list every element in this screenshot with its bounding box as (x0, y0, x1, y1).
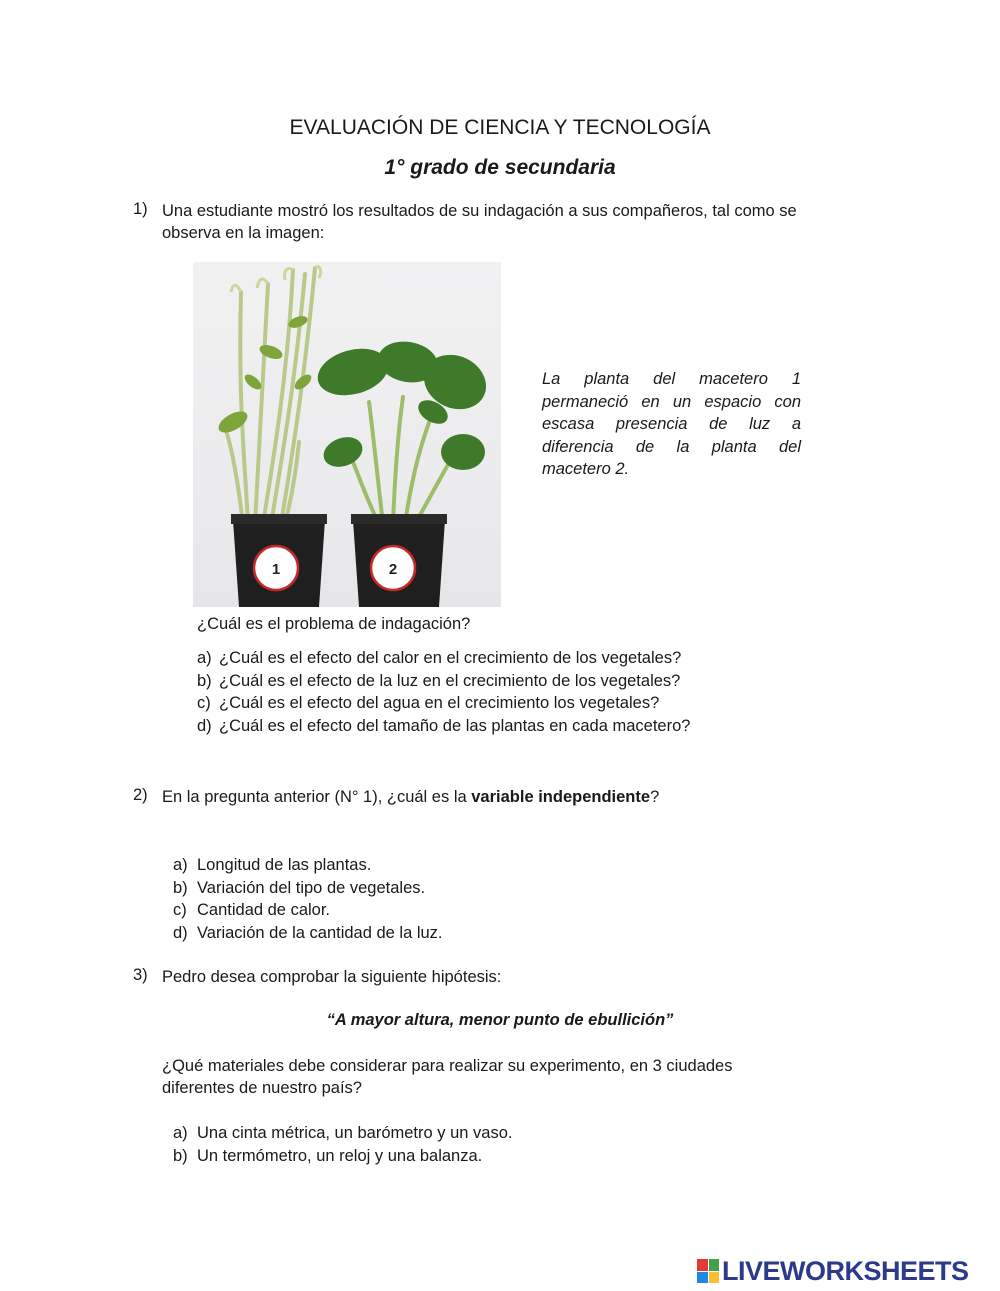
question-2-keyword: variable independiente (471, 788, 651, 806)
question-1-options (197, 647, 817, 737)
question-1-option-a[interactable]: a) ¿Cuál es el efecto del calor en el crecimiento de los vegetales? (197, 649, 682, 667)
question-2-options (173, 854, 673, 944)
question-3-text: Pedro desea comprobar la siguiente hipótesis: (162, 968, 502, 986)
question-3-option-b[interactable]: b) Un termómetro, un reloj y una balanza. (173, 1146, 483, 1165)
question-2-option-a[interactable]: a) Longitud de las plantas. (173, 856, 372, 874)
worksheet-subtitle: 1° grado de secundaria (384, 156, 616, 179)
plants-photo (193, 262, 501, 607)
pot-2-label: 2 (388, 561, 398, 578)
question-3-option-a[interactable]: a) Una cinta métrica, un barómetro y un vaso. (173, 1124, 513, 1142)
plants-illustration (193, 262, 501, 607)
worksheet-title: EVALUACIÓN DE CIENCIA Y TECNOLOGÍA (289, 116, 711, 139)
liveworksheets-logo-text: LIVEWORKSHEETS (722, 1255, 969, 1286)
question-2-option-c[interactable]: c) Cantidad de calor. (173, 901, 331, 919)
question-1-option-d[interactable]: d) ¿Cuál es el efecto del tamaño de las plantas en cada macetero? (197, 716, 691, 735)
question-2-option-d[interactable]: d) Variación de la cantidad de la luz. (173, 923, 443, 942)
liveworksheets-logo-icon (697, 1259, 719, 1283)
photo-caption: La planta del macetero 1 permaneció en un espacio con escasa presencia de luz a diferencia de la planta del macetero 2. (542, 370, 801, 478)
question-1-text (162, 200, 882, 244)
question-1-text-line-1: Una estudiante mostró los resultados de su indagación a sus compañeros, tal como se (162, 202, 797, 220)
question-1-option-c[interactable]: c) ¿Cuál es el efecto del agua en el crecimiento los vegetales? (197, 694, 660, 712)
question-3-number: 3) (133, 966, 148, 984)
question-3-prompt: ¿Qué materiales debe considerar para realizar su experimento, en 3 ciudades diferentes de nuestro país? (162, 1057, 733, 1097)
hypothesis-quote: “A mayor altura, menor punto de ebullición” (326, 1011, 674, 1029)
question-2-option-b[interactable]: b) Variación del tipo de vegetales. (173, 878, 426, 897)
question-2-text: En la pregunta anterior (N° 1), ¿cuál es la variable independiente? (162, 788, 660, 806)
question-1-text-line-2: observa en la imagen: (162, 224, 325, 242)
question-1-prompt: ¿Cuál es el problema de indagación? (197, 615, 471, 633)
pot-1-label: 1 (271, 561, 281, 578)
question-2-number: 2) (133, 786, 148, 804)
question-1-option-b[interactable]: b) ¿Cuál es el efecto de la luz en el crecimiento de los vegetales? (197, 671, 681, 690)
question-3-options (173, 1122, 673, 1167)
question-1-number: 1) (133, 200, 148, 218)
liveworksheets-logo[interactable] (697, 1254, 969, 1288)
